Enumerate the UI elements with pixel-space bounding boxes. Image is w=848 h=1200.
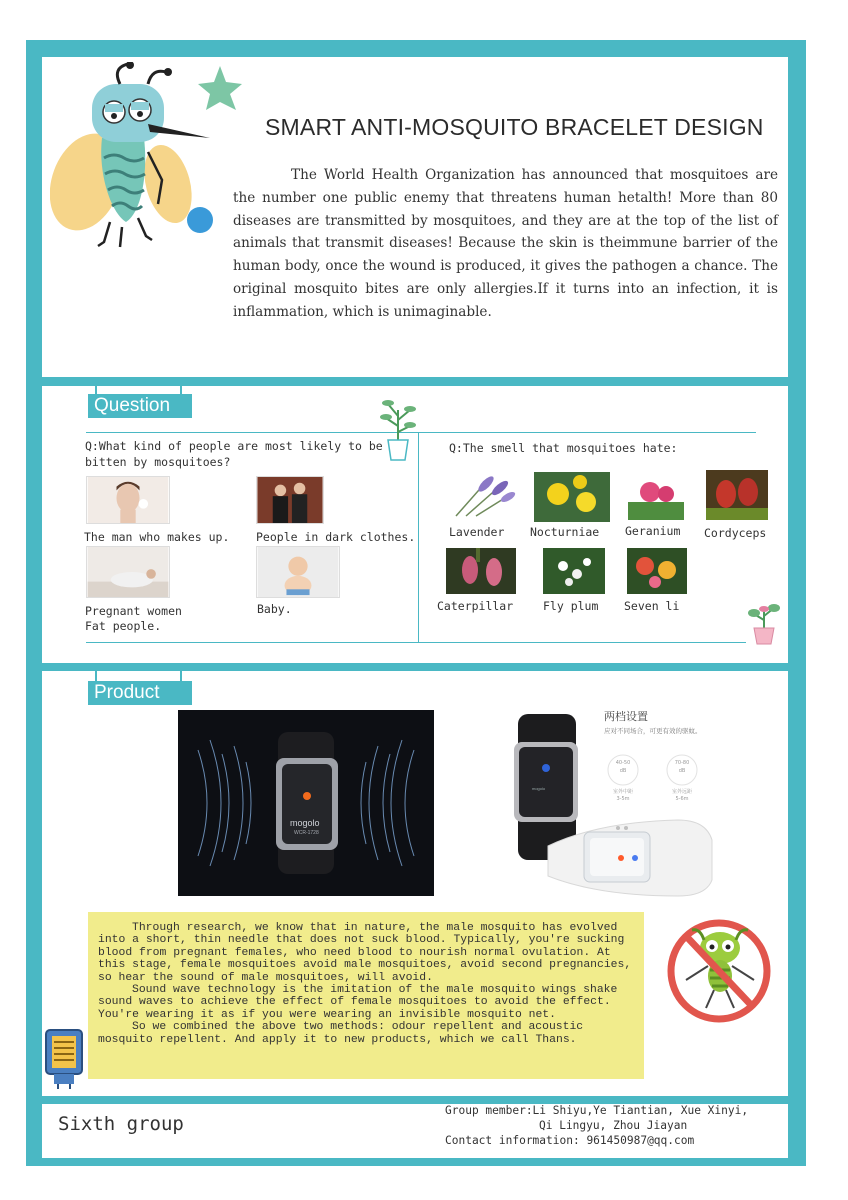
intro-paragraph bbox=[233, 164, 778, 324]
members-line-1: Group member:Li Shiyu,Ye Tiantian, Xue Xinyi, bbox=[445, 1104, 749, 1117]
photo-dark-clothes bbox=[256, 476, 324, 524]
mode2-value: 70-80 bbox=[674, 760, 690, 766]
caption-fat: Fat people. bbox=[85, 619, 162, 633]
mode1-label: 室外中距 bbox=[612, 789, 633, 795]
mode1-range: 3-5m bbox=[616, 796, 630, 802]
caption-baby: Baby. bbox=[257, 602, 292, 616]
no-mosquito-icon bbox=[664, 916, 774, 1026]
caption-nocturniae: Nocturniae bbox=[530, 525, 600, 539]
photo-pregnant bbox=[86, 546, 170, 598]
mode2-range: 5-6m bbox=[675, 796, 689, 802]
promo-title: 两档设置 bbox=[604, 710, 648, 723]
photo-seven-li bbox=[627, 548, 687, 594]
members-line-2: Qi Lingyu, Zhou Jiayan bbox=[539, 1119, 688, 1132]
photo-cordyceps bbox=[706, 470, 768, 520]
mosquito-illustration bbox=[50, 62, 260, 252]
potted-plant-icon bbox=[746, 600, 782, 646]
divider bbox=[86, 642, 746, 643]
caption-geranium: Geranium bbox=[625, 524, 681, 538]
mode1-unit: dB bbox=[619, 768, 627, 774]
group-name: Sixth group bbox=[58, 1113, 184, 1135]
photo-fly-plum bbox=[543, 548, 605, 594]
sound-wave-graphic bbox=[178, 710, 434, 896]
caption-lavender: Lavender bbox=[449, 525, 505, 539]
bracelet-graphic bbox=[514, 706, 778, 900]
product-paragraph-1: Through research, we know that in nature, the male mosquito has evolved into a short, thin needle that does not suck blood. Typically, you're sucking blood from pregnant females, who need blood to nourish normal ovulation. At this stage, female mosquitoes avoid male mosquitoes, avoid second pregnancies, so hear the sound of male mosquitoes, will avoid. bbox=[98, 922, 632, 984]
photo-makeup-person bbox=[86, 476, 170, 524]
caption-caterpillar: Caterpillar bbox=[437, 599, 514, 613]
device-brand: mogolo bbox=[290, 818, 320, 828]
photo-lavender bbox=[446, 472, 516, 520]
device-model: WCR-1728 bbox=[294, 830, 319, 836]
photo-baby bbox=[256, 546, 340, 598]
product-description-box bbox=[88, 912, 644, 1079]
intro-text: The World Health Organization has announced that mosquitoes are the number one public enemy that threatens human hetalth! More than 80 diseases are transmitted by mosquitoes, and they are at the top of the list of animals that transmit diseases! Because the skin is theimmune barrier of the human body, once the wound is produced, it gives the pathogen a chance. The original mosquito bites are only allergies.If it turns into an infection, it is inflammation, which is unimaginable. bbox=[233, 167, 778, 320]
caption-dark-clothes: People in dark clothes. bbox=[256, 530, 416, 544]
product-tag: Product bbox=[88, 681, 192, 705]
photo-caterpillar bbox=[446, 548, 516, 594]
caption-pregnant: Pregnant women bbox=[85, 604, 182, 618]
photo-nocturniae bbox=[534, 472, 610, 522]
product-paragraph-3: So we combined the above two methods: odour repellent and acoustic mosquito repellent. And apply it to new products, which we call Thans. bbox=[98, 1021, 584, 1046]
caption-makeup: The man who makes up. bbox=[84, 530, 230, 544]
product-photo-dark bbox=[178, 710, 434, 896]
contact-line: Contact information: 961450987@qq.com bbox=[445, 1134, 695, 1147]
bracelet-brand: mogolo bbox=[532, 786, 546, 791]
product-paragraph-2: Sound wave technology is the imitation of the male mosquito wings shake sound waves to achieve the effect of female mosquitoes to avoid the effect. You're wearing it as if you were wearing an invisible mosquito net. bbox=[98, 984, 618, 1021]
mode1-value: 40-50 bbox=[615, 760, 631, 766]
caption-cordyceps: Cordyceps bbox=[704, 526, 767, 540]
question-right: Q:The smell that mosquitoes hate: bbox=[449, 441, 678, 455]
divider bbox=[418, 432, 419, 642]
mode2-unit: dB bbox=[678, 768, 686, 774]
question-tag: Question bbox=[88, 394, 192, 418]
photo-geranium bbox=[628, 476, 684, 520]
mode2-label: 室外远距 bbox=[671, 789, 692, 795]
product-photo-light bbox=[514, 706, 778, 900]
divider bbox=[86, 432, 756, 433]
question-left: Q:What kind of people are most likely to be bitten by mosquitoes? bbox=[85, 439, 383, 469]
repeller-device-icon bbox=[44, 1028, 84, 1090]
caption-fly-plum: Fly plum bbox=[543, 599, 599, 613]
group-info bbox=[445, 1103, 785, 1148]
page-title: SMART ANTI-MOSQUITO BRACELET DESIGN bbox=[265, 114, 764, 140]
caption-seven-li: Seven li bbox=[624, 599, 680, 613]
promo-subtitle: 应对不同场合，可更有效的驱蚊。 bbox=[604, 727, 702, 735]
